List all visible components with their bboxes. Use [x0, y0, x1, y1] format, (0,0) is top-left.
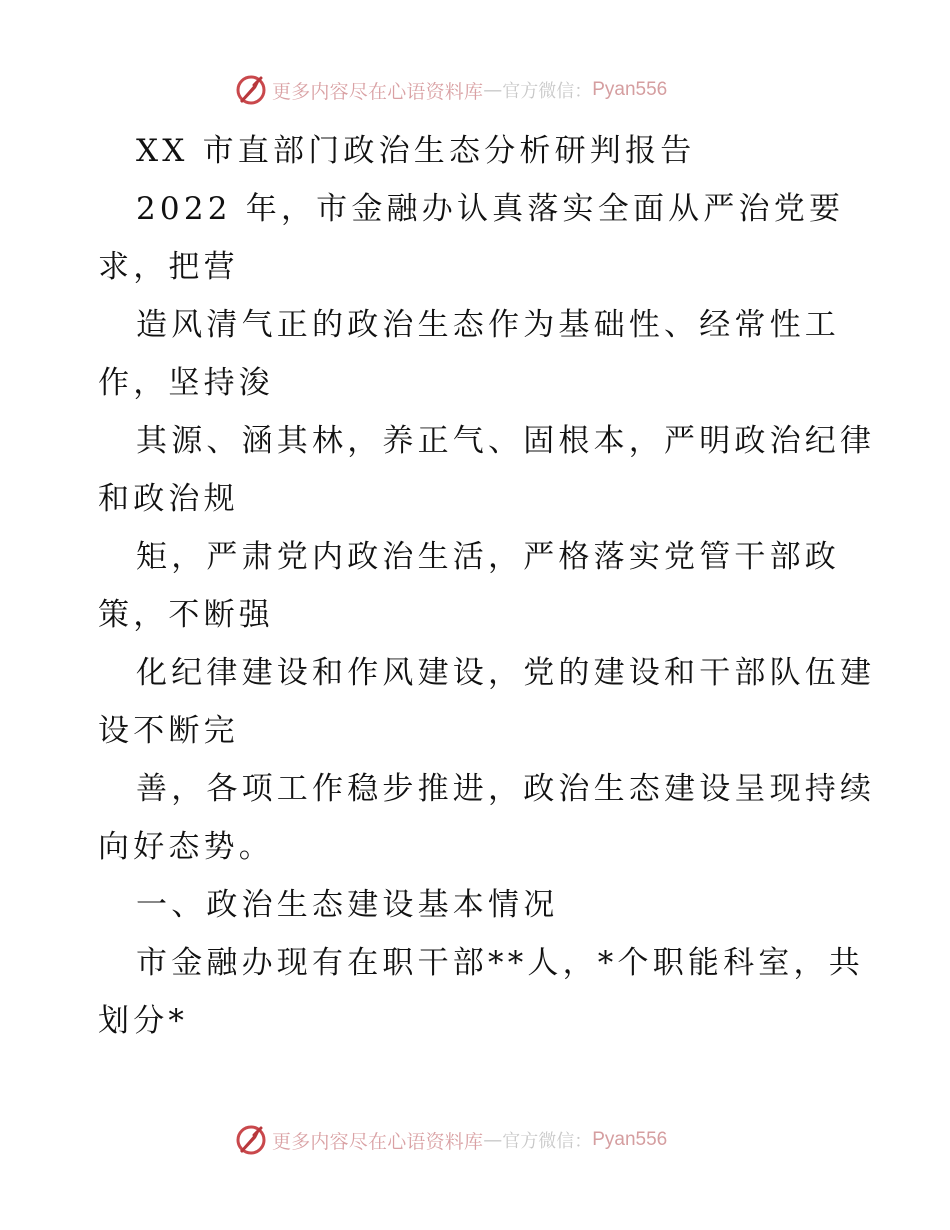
- header-watermark: [234, 72, 667, 108]
- paragraph-line: 和政治规: [98, 481, 239, 517]
- paragraph-line: 化纪律建设和作风建设，党的建设和干部队伍建: [136, 655, 876, 691]
- paragraph-line: 2022 年，市金融办认真落实全面从严治党要: [136, 191, 845, 227]
- section-heading: 一、政治生态建设基本情况: [136, 887, 559, 923]
- watermark-wechat-id: Pyan556: [592, 79, 668, 100]
- watermark-wechat-id: Pyan556: [592, 1129, 668, 1150]
- paragraph-line: 求，把营: [98, 249, 239, 285]
- watermark-wechat-label: 官方微信：: [502, 81, 593, 102]
- footer-watermark: [234, 1122, 667, 1158]
- paragraph-line: 划分*: [98, 1003, 189, 1039]
- paragraph-line: 向好态势。: [98, 829, 274, 865]
- paragraph-line: 其源、涵其林，养正气、固根本，严明政治纪律: [136, 423, 876, 459]
- paragraph-line: 策，不断强: [98, 597, 274, 633]
- watermark-separator: —: [483, 1129, 503, 1151]
- paragraph-line: 市金融办现有在职干部**人，*个职能科室，共: [136, 945, 864, 981]
- watermark-wechat-label: 官方微信：: [502, 1131, 593, 1152]
- paragraph-line: 作，坚持浚: [98, 365, 274, 401]
- watermark-separator: —: [483, 79, 503, 101]
- paragraph-line: 造风清气正的政治生态作为基础性、经常性工: [136, 307, 840, 343]
- pen-nib-logo-icon: [234, 1123, 268, 1157]
- document-body: [98, 122, 876, 1050]
- pen-nib-logo-icon: [234, 73, 268, 107]
- watermark-text: 更多内容尽在心语资料库: [272, 80, 484, 103]
- document-title: XX 市直部门政治生态分析研判报告: [136, 133, 696, 169]
- watermark-text: 更多内容尽在心语资料库: [272, 1130, 484, 1153]
- paragraph-line: 设不断完: [98, 713, 239, 749]
- paragraph-line: 矩，严肃党内政治生活，严格落实党管干部政: [136, 539, 840, 575]
- paragraph-line: 善，各项工作稳步推进，政治生态建设呈现持续: [136, 771, 876, 807]
